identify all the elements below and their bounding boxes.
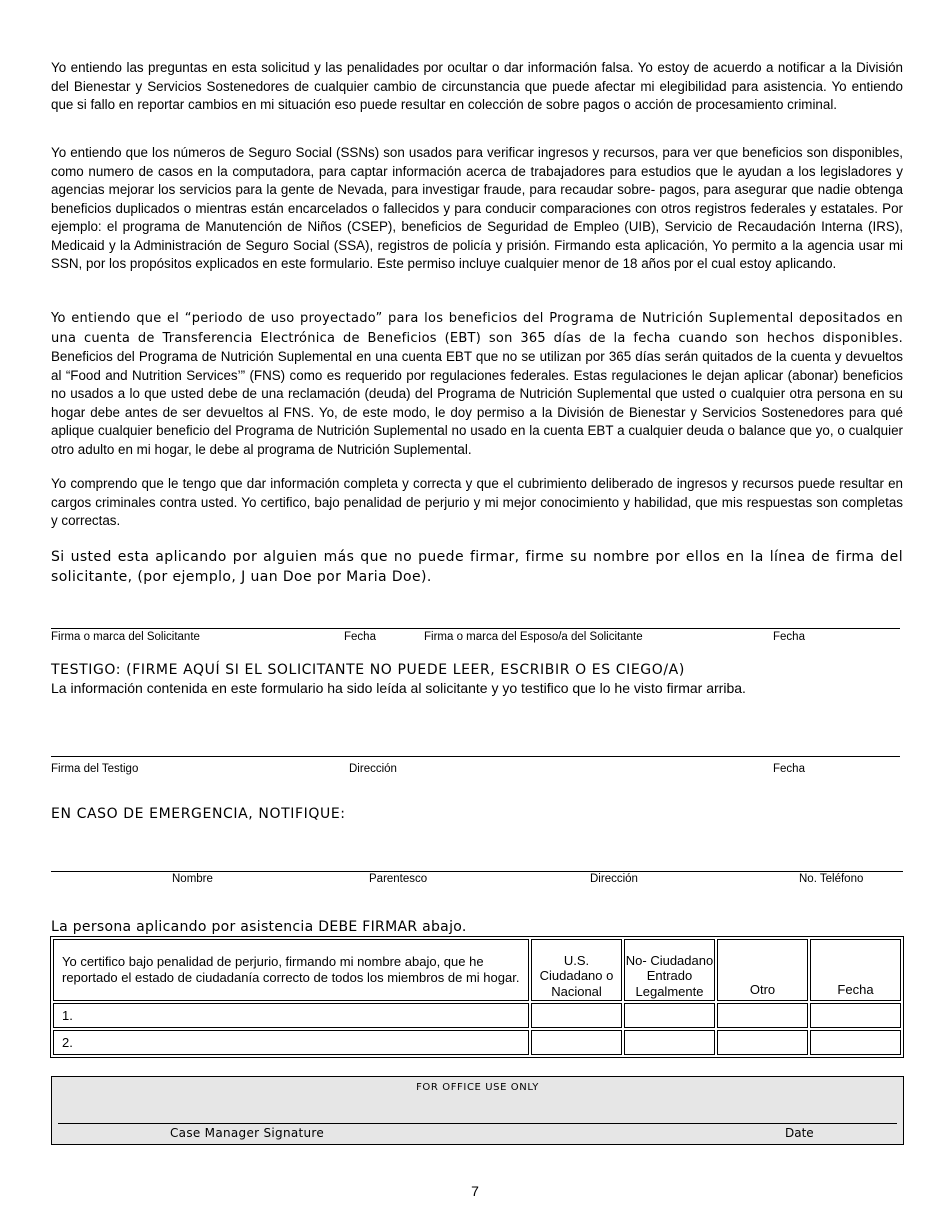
paragraph-ebt-expunge: Beneficios del Programa de Nutrición Suplemental en una cuenta EBT que no se utilizan por 365 días serán quitados de la cuenta y devueltos al “Food and Nutrition Services’” (FNS) como es requerido por regulaciones federales. Estas regulaciones le dejan aplicar (abonar) beneficios no usados a lo que usted debe de una reclamación (deuda) del Programa de Nutrición Suplemental que usted o cualquier otra persona en su hogar debe antes de ser devueltos al FNS. Yo, de este modo, le doy permiso a la División de Bienestar y Servicios Sostenedores para qué aplique cualquier beneficio del Programa de Nutrición Suplemental no usado en la cuenta EBT a cualquier deuda o balance que yo, o cualquier otro adulto en mi hogar, le debe al programa de Nutrición Suplemental. <box>51 349 903 457</box>
applicant-date-label: Fecha <box>344 631 376 643</box>
emergency-name-label: Nombre <box>172 873 213 885</box>
office-use-title: FOR OFFICE USE ONLY <box>416 1082 539 1093</box>
page-number: 7 <box>471 1183 479 1199</box>
cell-date[interactable] <box>810 1003 901 1028</box>
col-noncitizen: No- Ciudadano Entrado Legalmente <box>624 939 715 1001</box>
paragraph-ebt-period: Yo entiendo que el “periodo de uso proyectado” para los beneficios del Programa de Nutrición Suplemental depositados en una cuenta de Transferencia Electrónica de Beneficios (EBT) son 365 días de la fecha cuando son hechos disponibles. <box>51 311 903 346</box>
cell-noncitizen[interactable] <box>624 1003 715 1028</box>
paragraph-sign-for-others: Si usted esta aplicando por alguien más que no puede firmar, firme su nombre por ellos en la línea de firma del solicitante, (por ejemplo, J uan Doe por Maria Doe). <box>51 549 903 585</box>
paragraph-notification: Yo entiendo las preguntas en esta solicitud y las penalidades por ocultar o dar información falsa. Yo estoy de acuerdo a notificar a la División del Bienestar y Servicios Sostenedores de cualquier cambio de circunstancia que puede afectar mi elegibilidad para asistencia. Yo entiendo que si fallo en reportar cambios en mi situación eso puede resultar en colección de sobre pagos o acción de procesamiento criminal. <box>51 60 903 112</box>
table-row <box>53 1003 901 1028</box>
col-us-citizen: U.S. Ciudadano o Nacional <box>531 939 622 1001</box>
witness-statement: La información contenida en este formulario ha sido leída al solicitante y yo testifico que lo he visto firmar arriba. <box>51 680 746 696</box>
case-manager-signature-label: Case Manager Signature <box>170 1126 325 1140</box>
citizenship-table <box>50 936 904 1058</box>
paragraph-ssn-usage: Yo entiendo que los números de Seguro Social (SSNs) son usados para verificar ingresos y recursos, para ver que beneficios son disponibles, como numero de casos en la computadora, para captar información acerca de trabajadores para estudios que le ayudan a los legisladores y agencias mejorar los servicios para la gente de Nevada, para investigar fraude, para recaudar sobre- pagos, para asegurar que nadie obtenga beneficios duplicados o mientras están encarcelados o fallecidos y para conducir comparaciones con otros registros federales y estatales. Por ejemplo: el programa de Manutención de Niños (CSEP), beneficios de Seguridad de Empleo (UIB), Servicio de Recaudación Interna (IRS), Medicaid y la Administración de Seguro Social (SSA), registros de policía y prisión. Firmando esta aplicación, Yo permito a la agencia usar mi SSN, por los propósitos explicados en este formulario. Este permiso incluye cualquier menor de 18 años por el cual estoy aplicando. <box>51 145 903 271</box>
emergency-address-label: Dirección <box>590 873 638 885</box>
row-number[interactable]: 1. <box>53 1003 529 1028</box>
spouse-signature-label: Firma o marca del Esposo/a del Solicitante <box>424 631 643 643</box>
witness-heading: TESTIGO: (FIRME AQUÍ SI EL SOLICITANTE NO PUEDE LEER, ESCRIBIR O ES CIEGO/A) <box>51 662 685 678</box>
cell-us-citizen[interactable] <box>531 1003 622 1028</box>
case-manager-signature-line[interactable] <box>58 1123 897 1124</box>
spouse-date-label: Fecha <box>773 631 805 643</box>
cell-other[interactable] <box>717 1003 808 1028</box>
col-date: Fecha <box>810 939 901 1001</box>
emergency-contact-line[interactable] <box>51 871 903 872</box>
row-number[interactable]: 2. <box>53 1030 529 1055</box>
emergency-heading: EN CASO DE EMERGENCIA, NOTIFIQUE: <box>51 806 346 822</box>
witness-date-label: Fecha <box>773 763 805 775</box>
must-sign-notice: La persona aplicando por asistencia DEBE FIRMAR abajo. <box>51 919 467 935</box>
paragraph-ebt <box>51 309 903 459</box>
cell-date[interactable] <box>810 1030 901 1055</box>
emergency-phone-label: No. Teléfono <box>799 873 864 885</box>
applicant-signature-label: Firma o marca del Solicitante <box>51 631 200 643</box>
paragraph-certify-truth: Yo comprendo que le tengo que dar información completa y correcta y que el cubrimiento deliberado de ingresos y recursos puede resultar en cargos criminales contra usted. Yo certifico, bajo penalidad de perjurio y mi mejor conocimiento y habilidad, que mis respuestas son completas y correctas. <box>51 476 903 528</box>
citizenship-certification: Yo certifico bajo penalidad de perjurio, firmando mi nombre abajo, que he reportado el estado de ciudadanía correcto de todos los miembros de mi hogar. <box>53 939 529 1001</box>
cell-noncitizen[interactable] <box>624 1030 715 1055</box>
witness-signature-line[interactable] <box>51 756 900 757</box>
col-other: Otro <box>717 939 808 1001</box>
cell-us-citizen[interactable] <box>531 1030 622 1055</box>
applicant-signature-line[interactable] <box>51 628 900 629</box>
witness-signature-label: Firma del Testigo <box>51 763 139 775</box>
cell-other[interactable] <box>717 1030 808 1055</box>
table-row <box>53 1030 901 1055</box>
office-use-box <box>51 1076 904 1145</box>
emergency-relation-label: Parentesco <box>369 873 428 885</box>
office-date-label: Date <box>785 1126 814 1140</box>
witness-address-label: Dirección <box>349 763 397 775</box>
